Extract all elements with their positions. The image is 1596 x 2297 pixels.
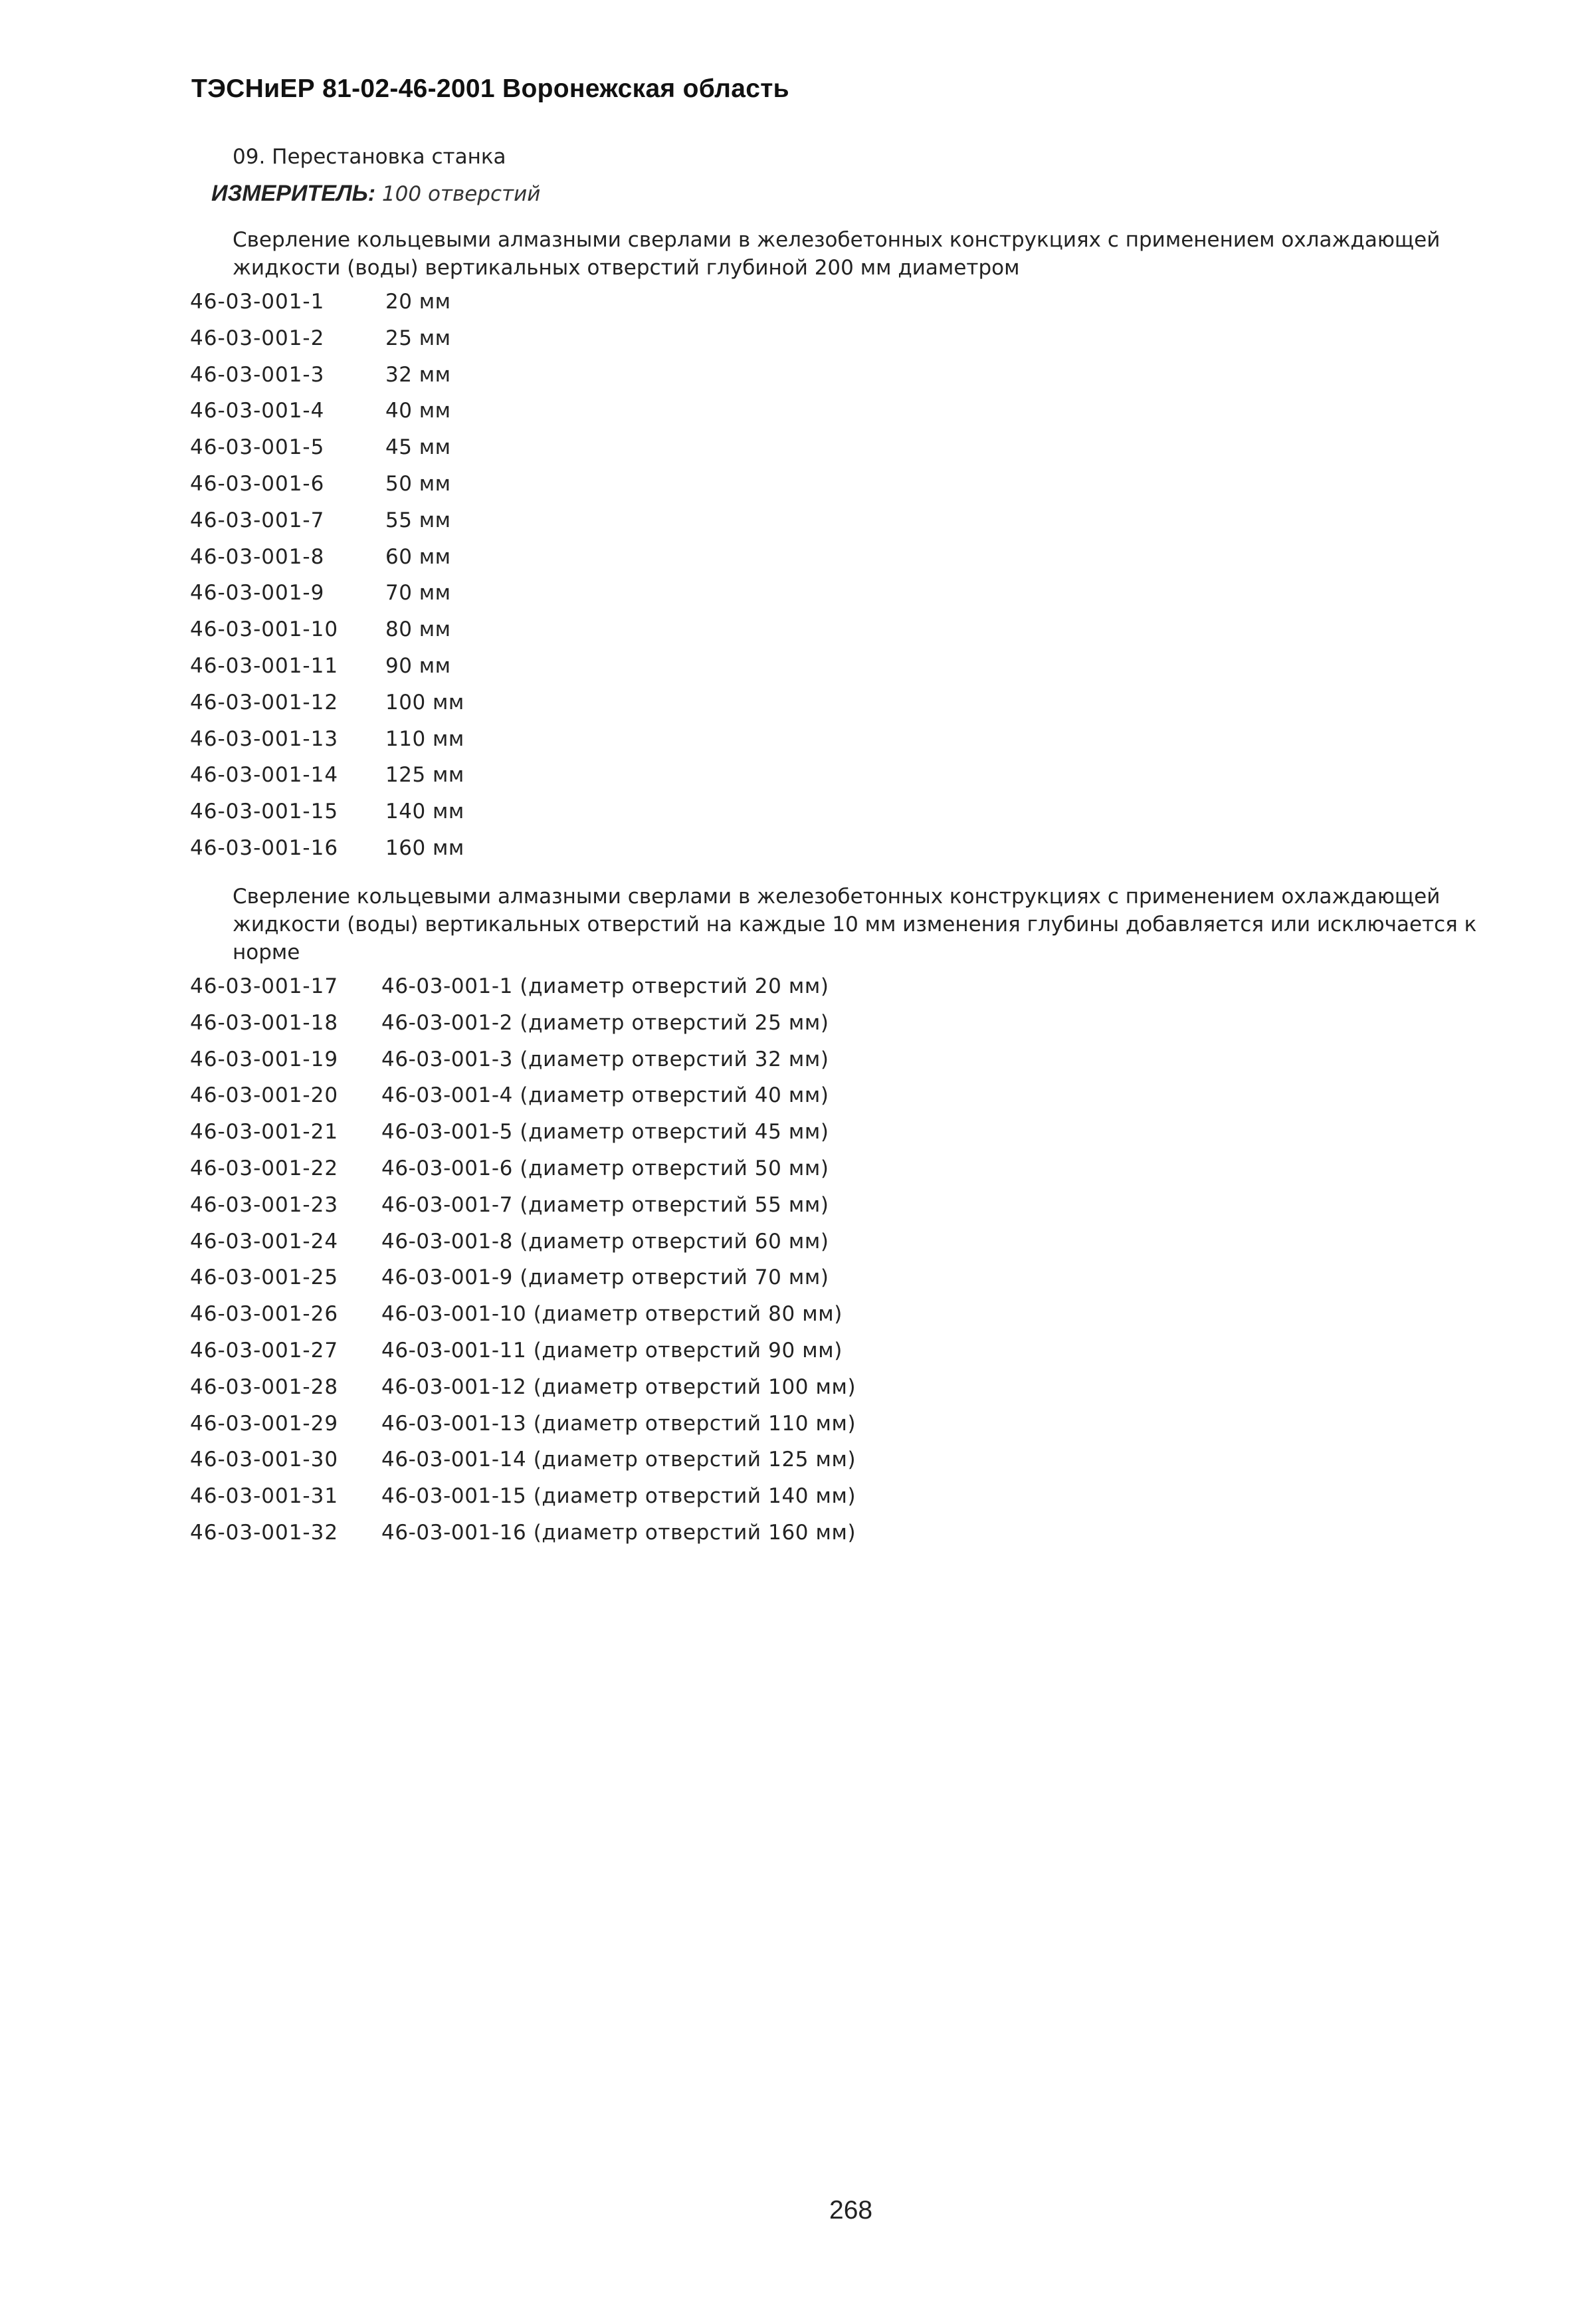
list-item: [0, 800, 1596, 836]
item-code: 46-03-001-17: [190, 974, 339, 998]
list-item: [0, 1412, 1596, 1448]
list-item: [0, 508, 1596, 545]
list-item: [0, 472, 1596, 508]
item-code: 46-03-001-21: [190, 1120, 339, 1145]
list-item: [0, 691, 1596, 727]
list-item: [0, 727, 1596, 764]
item-value: 125 мм: [385, 763, 464, 788]
list-item: [0, 1265, 1596, 1302]
item-code: 46-03-001-32: [190, 1520, 339, 1545]
item-value: 46-03-001-10 (диаметр отверстий 80 мм): [381, 1302, 843, 1327]
item-value: 46-03-001-1 (диаметр отверстий 20 мм): [381, 974, 829, 998]
list-item: [0, 763, 1596, 800]
item-code: 46-03-001-30: [190, 1448, 339, 1472]
item-code: 46-03-001-25: [190, 1265, 339, 1290]
item-code: 46-03-001-19: [190, 1047, 339, 1071]
item-value: 70 мм: [385, 581, 451, 605]
item-value: 160 мм: [385, 835, 464, 860]
item-code: 46-03-001-15: [190, 800, 339, 824]
list-item: [0, 1339, 1596, 1375]
document-title: ТЭСНиЕР 81-02-46-2001 Воронежская область: [191, 74, 789, 103]
measure-value: 100 отверстий: [375, 182, 541, 206]
item-code: 46-03-001-27: [190, 1338, 339, 1363]
list-item: [0, 1120, 1596, 1156]
item-value: 90 мм: [385, 653, 451, 678]
list-item: [0, 836, 1596, 873]
item-code: 46-03-001-26: [190, 1302, 339, 1327]
item-value: 46-03-001-13 (диаметр отверстий 110 мм): [381, 1411, 856, 1436]
item-value: 140 мм: [385, 800, 464, 824]
item-code: 46-03-001-18: [190, 1010, 339, 1035]
item-value: 50 мм: [385, 471, 451, 496]
list-item: [0, 290, 1596, 326]
item-value: 46-03-001-6 (диаметр отверстий 50 мм): [381, 1156, 829, 1180]
item-code: 46-03-001-13: [190, 726, 339, 751]
list-item: [0, 974, 1596, 1011]
list-item: [0, 1230, 1596, 1266]
item-value: 46-03-001-7 (диаметр отверстий 55 мм): [381, 1192, 829, 1217]
item-value: 46-03-001-11 (диаметр отверстий 90 мм): [381, 1338, 843, 1363]
list-item: [0, 1521, 1596, 1557]
item-value: 46-03-001-3 (диаметр отверстий 32 мм): [381, 1047, 829, 1071]
list-item: [0, 1011, 1596, 1047]
item-value: 55 мм: [385, 508, 451, 532]
item-code: 46-03-001-16: [190, 835, 339, 860]
item-value: 45 мм: [385, 435, 451, 460]
item-code: 46-03-001-29: [190, 1411, 339, 1436]
list-item: [0, 545, 1596, 582]
item-value: 25 мм: [385, 326, 451, 350]
list-item: [0, 435, 1596, 472]
item-value: 100 мм: [385, 690, 464, 714]
list-item: [0, 1375, 1596, 1412]
list-item: [0, 1448, 1596, 1484]
section-1-description: Сверление кольцевыми алмазными сверлами в железобетонных конструкциях с применением охлаждающей жидкости (воды) вертикальных отверстий глубиной 200 мм диаметром: [233, 228, 1441, 280]
item-value: 46-03-001-5 (диаметр отверстий 45 мм): [381, 1120, 829, 1145]
item-value: 46-03-001-9 (диаметр отверстий 70 мм): [381, 1265, 829, 1290]
item-code: 46-03-001-11: [190, 653, 339, 678]
item-code: 46-03-001-5: [190, 435, 325, 460]
page-number: 268: [829, 2196, 873, 2225]
section-2-rows: [0, 974, 1596, 1557]
item-value: 110 мм: [385, 726, 464, 751]
item-code: 46-03-001-12: [190, 690, 339, 714]
list-item: [0, 1484, 1596, 1521]
list-item: [0, 363, 1596, 399]
section-2-description: Сверление кольцевыми алмазными сверлами в железобетонных конструкциях с применением охлаждающей жидкости (воды) вертикальных отверстий на каждые 10 мм изменения глубины добавляется или исключается к норме: [233, 885, 1477, 964]
item-code: 46-03-001-9: [190, 581, 325, 605]
item-code: 46-03-001-6: [190, 471, 325, 496]
list-item: [0, 326, 1596, 363]
item-value: 46-03-001-15 (диаметр отверстий 140 мм): [381, 1484, 856, 1509]
item-value: 40 мм: [385, 399, 451, 423]
item-code: 46-03-001-4: [190, 399, 325, 423]
item-value: 46-03-001-14 (диаметр отверстий 125 мм): [381, 1448, 856, 1472]
item-code: 46-03-001-8: [190, 544, 325, 569]
item-value: 46-03-001-2 (диаметр отверстий 25 мм): [381, 1010, 829, 1035]
item-value: 46-03-001-12 (диаметр отверстий 100 мм): [381, 1374, 856, 1399]
item-code: 46-03-001-3: [190, 362, 325, 387]
item-code: 46-03-001-1: [190, 290, 325, 314]
item-code: 46-03-001-20: [190, 1083, 339, 1108]
item-code: 46-03-001-24: [190, 1229, 339, 1254]
item-code: 46-03-001-23: [190, 1192, 339, 1217]
item-code: 46-03-001-7: [190, 508, 325, 532]
list-item: [0, 1193, 1596, 1230]
item-value: 46-03-001-8 (диаметр отверстий 60 мм): [381, 1229, 829, 1254]
list-item: [0, 1156, 1596, 1193]
item-code: 46-03-001-22: [190, 1156, 339, 1180]
item-value: 20 мм: [385, 290, 451, 314]
item-code: 46-03-001-28: [190, 1374, 339, 1399]
list-item: [0, 1083, 1596, 1120]
item-value: 80 мм: [385, 617, 451, 642]
item-value: 46-03-001-16 (диаметр отверстий 160 мм): [381, 1520, 856, 1545]
item-value: 32 мм: [385, 362, 451, 387]
list-item: [0, 1302, 1596, 1339]
item-value: 60 мм: [385, 544, 451, 569]
measure-line: [211, 181, 540, 207]
operation-note: 09. Перестановка станка: [233, 145, 506, 169]
list-item: [0, 654, 1596, 691]
item-code: 46-03-001-14: [190, 763, 339, 788]
item-value: 46-03-001-4 (диаметр отверстий 40 мм): [381, 1083, 829, 1108]
item-code: 46-03-001-31: [190, 1484, 339, 1509]
measure-label: ИЗМЕРИТЕЛЬ:: [211, 181, 376, 206]
item-code: 46-03-001-2: [190, 326, 325, 350]
list-item: [0, 581, 1596, 617]
item-code: 46-03-001-10: [190, 617, 339, 642]
list-item: [0, 399, 1596, 435]
list-item: [0, 617, 1596, 654]
list-item: [0, 1047, 1596, 1084]
section-1-rows: [0, 290, 1596, 873]
